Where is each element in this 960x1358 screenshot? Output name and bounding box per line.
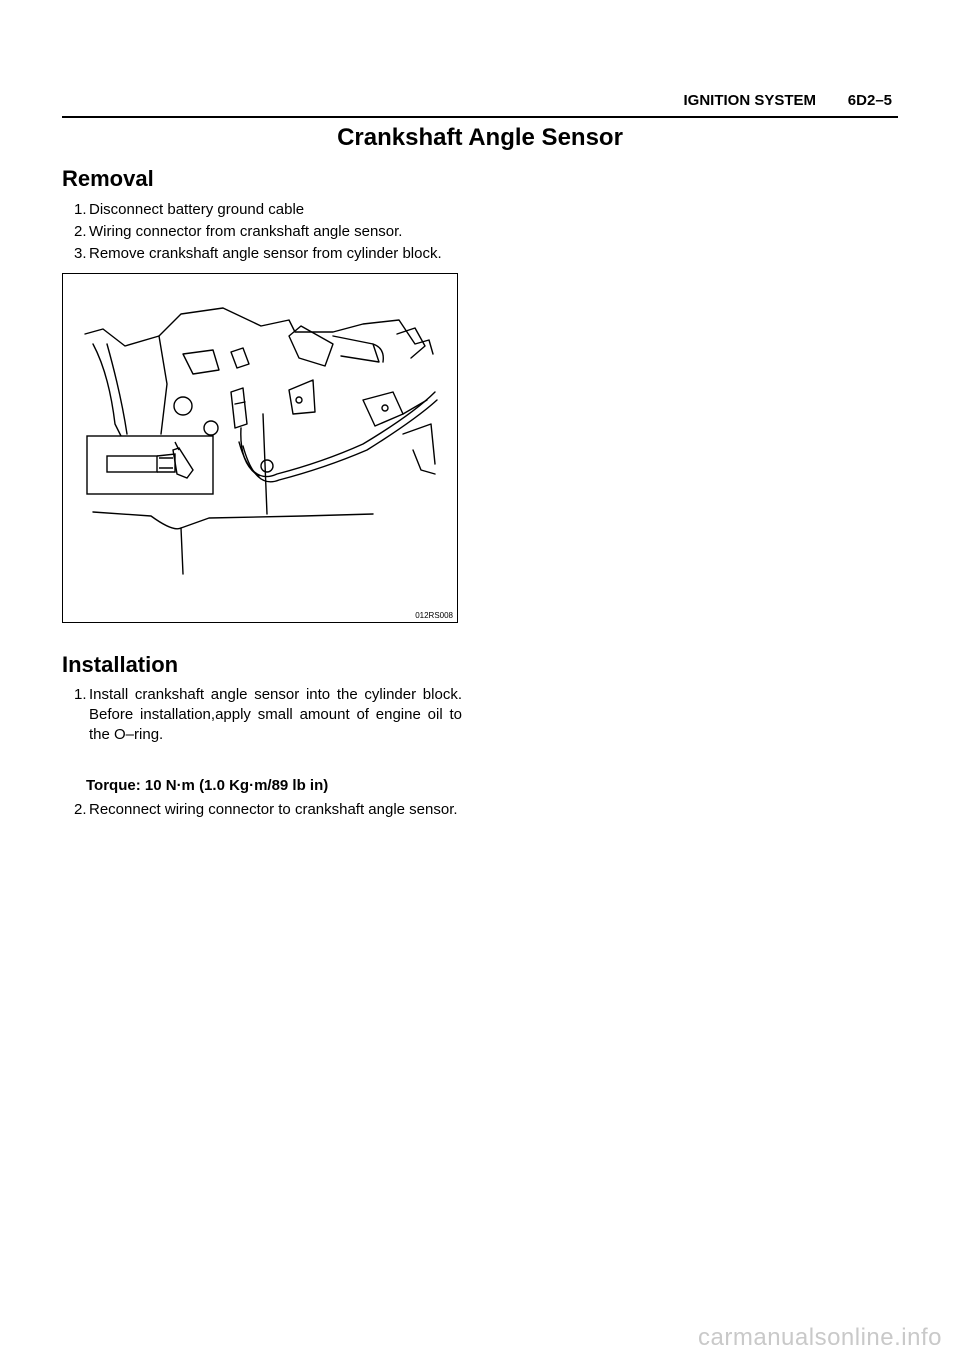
removal-heading: Removal bbox=[62, 166, 154, 191]
step-number: 1. bbox=[74, 686, 87, 703]
removal-step-2 bbox=[74, 222, 462, 242]
step-number: 3. bbox=[74, 245, 87, 262]
step-text: Install crankshaft angle sensor into the cylinder block. Before installation,apply small amount of engine oil to the O–ring. bbox=[89, 686, 462, 743]
step-text: Disconnect battery ground cable bbox=[89, 201, 305, 218]
step-text: Remove crankshaft angle sensor from cylinder block. bbox=[89, 245, 442, 262]
page-header bbox=[62, 92, 898, 118]
step-text: Wiring connector from crankshaft angle sensor. bbox=[89, 223, 403, 240]
page-number: 6D2–5 bbox=[847, 92, 892, 109]
sensor-inset bbox=[87, 436, 213, 494]
step-number: 2. bbox=[74, 223, 87, 240]
engine-line-drawing bbox=[63, 274, 457, 622]
step-number: 1. bbox=[74, 201, 87, 218]
removal-step-1 bbox=[74, 200, 462, 220]
page-title: Crankshaft Angle Sensor bbox=[337, 124, 623, 151]
removal-step-3 bbox=[74, 244, 462, 264]
step-text: Reconnect wiring connector to crankshaft angle sensor. bbox=[89, 801, 458, 818]
figure-code: 012RS008 bbox=[415, 611, 453, 620]
section-title: IGNITION SYSTEM bbox=[683, 92, 816, 109]
installation-step-2 bbox=[74, 800, 462, 820]
sensor-illustration bbox=[62, 273, 458, 623]
installation-step-1 bbox=[74, 685, 462, 745]
step-number: 2. bbox=[74, 801, 87, 818]
installation-heading: Installation bbox=[62, 652, 179, 677]
torque-spec: Torque: 10 N·m (1.0 Kg·m/89 lb in) bbox=[86, 777, 329, 794]
watermark: carmanualsonline.info bbox=[698, 1324, 942, 1351]
